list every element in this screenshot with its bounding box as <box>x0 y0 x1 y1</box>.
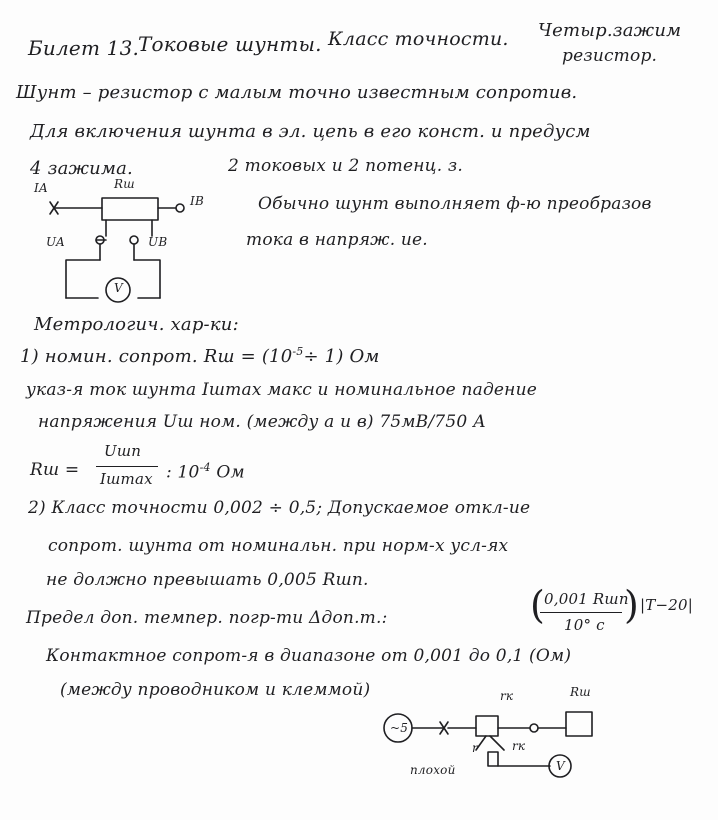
topic-title: Токовые шунты. <box>138 32 322 56</box>
label-rsh: Rш <box>114 177 135 191</box>
formula-denominator: Iшmax <box>100 470 153 488</box>
temp-error-tail: |T−20| <box>640 596 693 614</box>
shunt-function-note: Обычно шунт выполняет ф-ю преобразов <box>258 194 652 214</box>
rk-label: rк <box>512 739 526 753</box>
shunt-function-note-2: тока в напряж. ие. <box>246 230 428 250</box>
label-voltmeter: V <box>114 281 123 295</box>
temp-error-limit: Предел доп. темпер. погр-ти Δдоп.т.: <box>26 608 388 628</box>
meter-label: V <box>556 759 565 773</box>
small-contact-box <box>488 752 498 766</box>
contact-box <box>476 716 498 736</box>
r-label: r <box>472 741 478 755</box>
contact-resistance-diagram <box>370 690 620 800</box>
shunt-box <box>566 712 592 736</box>
shunt-definition: Шунт – резистор с малым точно известным сопротив. <box>16 82 578 103</box>
formula-rhs-exponent: -4 <box>199 461 211 474</box>
nominal-exponent: -5 <box>292 345 304 358</box>
contact-resistance: Контактное сопрот-я в диапазоне от 0,001 до 0,1 (Ом) <box>46 646 572 666</box>
contact-between: (между проводником и клеммой) <box>60 680 371 700</box>
rk-top-label: rк <box>500 689 514 703</box>
formula-rhs <box>166 462 245 482</box>
label-ua: UA <box>46 235 65 249</box>
nominal-tail: ÷ 1) Ом <box>303 346 380 367</box>
rsh-label: Rш <box>570 685 591 699</box>
temp-error-paren-left: ( <box>530 583 546 627</box>
temp-error-numerator: 0,001 Rшп <box>544 590 629 608</box>
clamp-label: плохой <box>410 763 456 777</box>
four-clamp-title: Четыр.зажим <box>538 20 682 41</box>
nominal-text: 1) номин. сопрот. Rш = (10 <box>20 346 293 367</box>
ticket-number: Билет 13. <box>28 36 140 60</box>
source-label: ~5 <box>390 721 409 735</box>
voltage-drop: напряжения Uш ном. (между а и в) 75мВ/750 А <box>38 412 487 432</box>
connection-line: Для включения шунта в эл. цепь в его конст. и предусм <box>30 121 591 142</box>
formula-bar <box>96 466 158 467</box>
temp-error-denominator: 10° с <box>564 616 605 634</box>
formula-lhs: Rш = <box>30 460 80 480</box>
accuracy-class: 2) Класс точности 0,002 ÷ 0,5; Допускаемое откл-ие <box>28 498 531 518</box>
label-ia: IA <box>34 181 48 195</box>
formula-rhs-unit: Ом <box>216 462 245 483</box>
accuracy-class-3: не должно превышать 0,005 Rшп. <box>46 570 369 590</box>
accuracy-class-2: сопрот. шунта от номинальн. при норм-х усл-ях <box>48 536 509 556</box>
formula-numerator: Uшп <box>104 442 142 460</box>
temp-error-paren-right: ) <box>624 583 640 627</box>
nominal-resistance <box>20 346 380 366</box>
label-ib: IB <box>190 194 204 208</box>
formula-rhs-base: : 10 <box>166 462 200 483</box>
label-ub: UB <box>148 235 168 249</box>
accuracy-title: Класс точности. <box>328 28 509 50</box>
temp-error-bar <box>540 612 622 613</box>
resistor-word: резистор. <box>562 46 658 66</box>
indicated-current: указ-я ток шунта Iшmax макс и номинальное падение <box>26 380 537 400</box>
clamps-count: 4 зажима. <box>30 158 133 179</box>
metrology-heading: Метрологич. хар-ки: <box>34 314 239 335</box>
clamps-kinds: 2 токовых и 2 потенц. з. <box>228 156 463 176</box>
